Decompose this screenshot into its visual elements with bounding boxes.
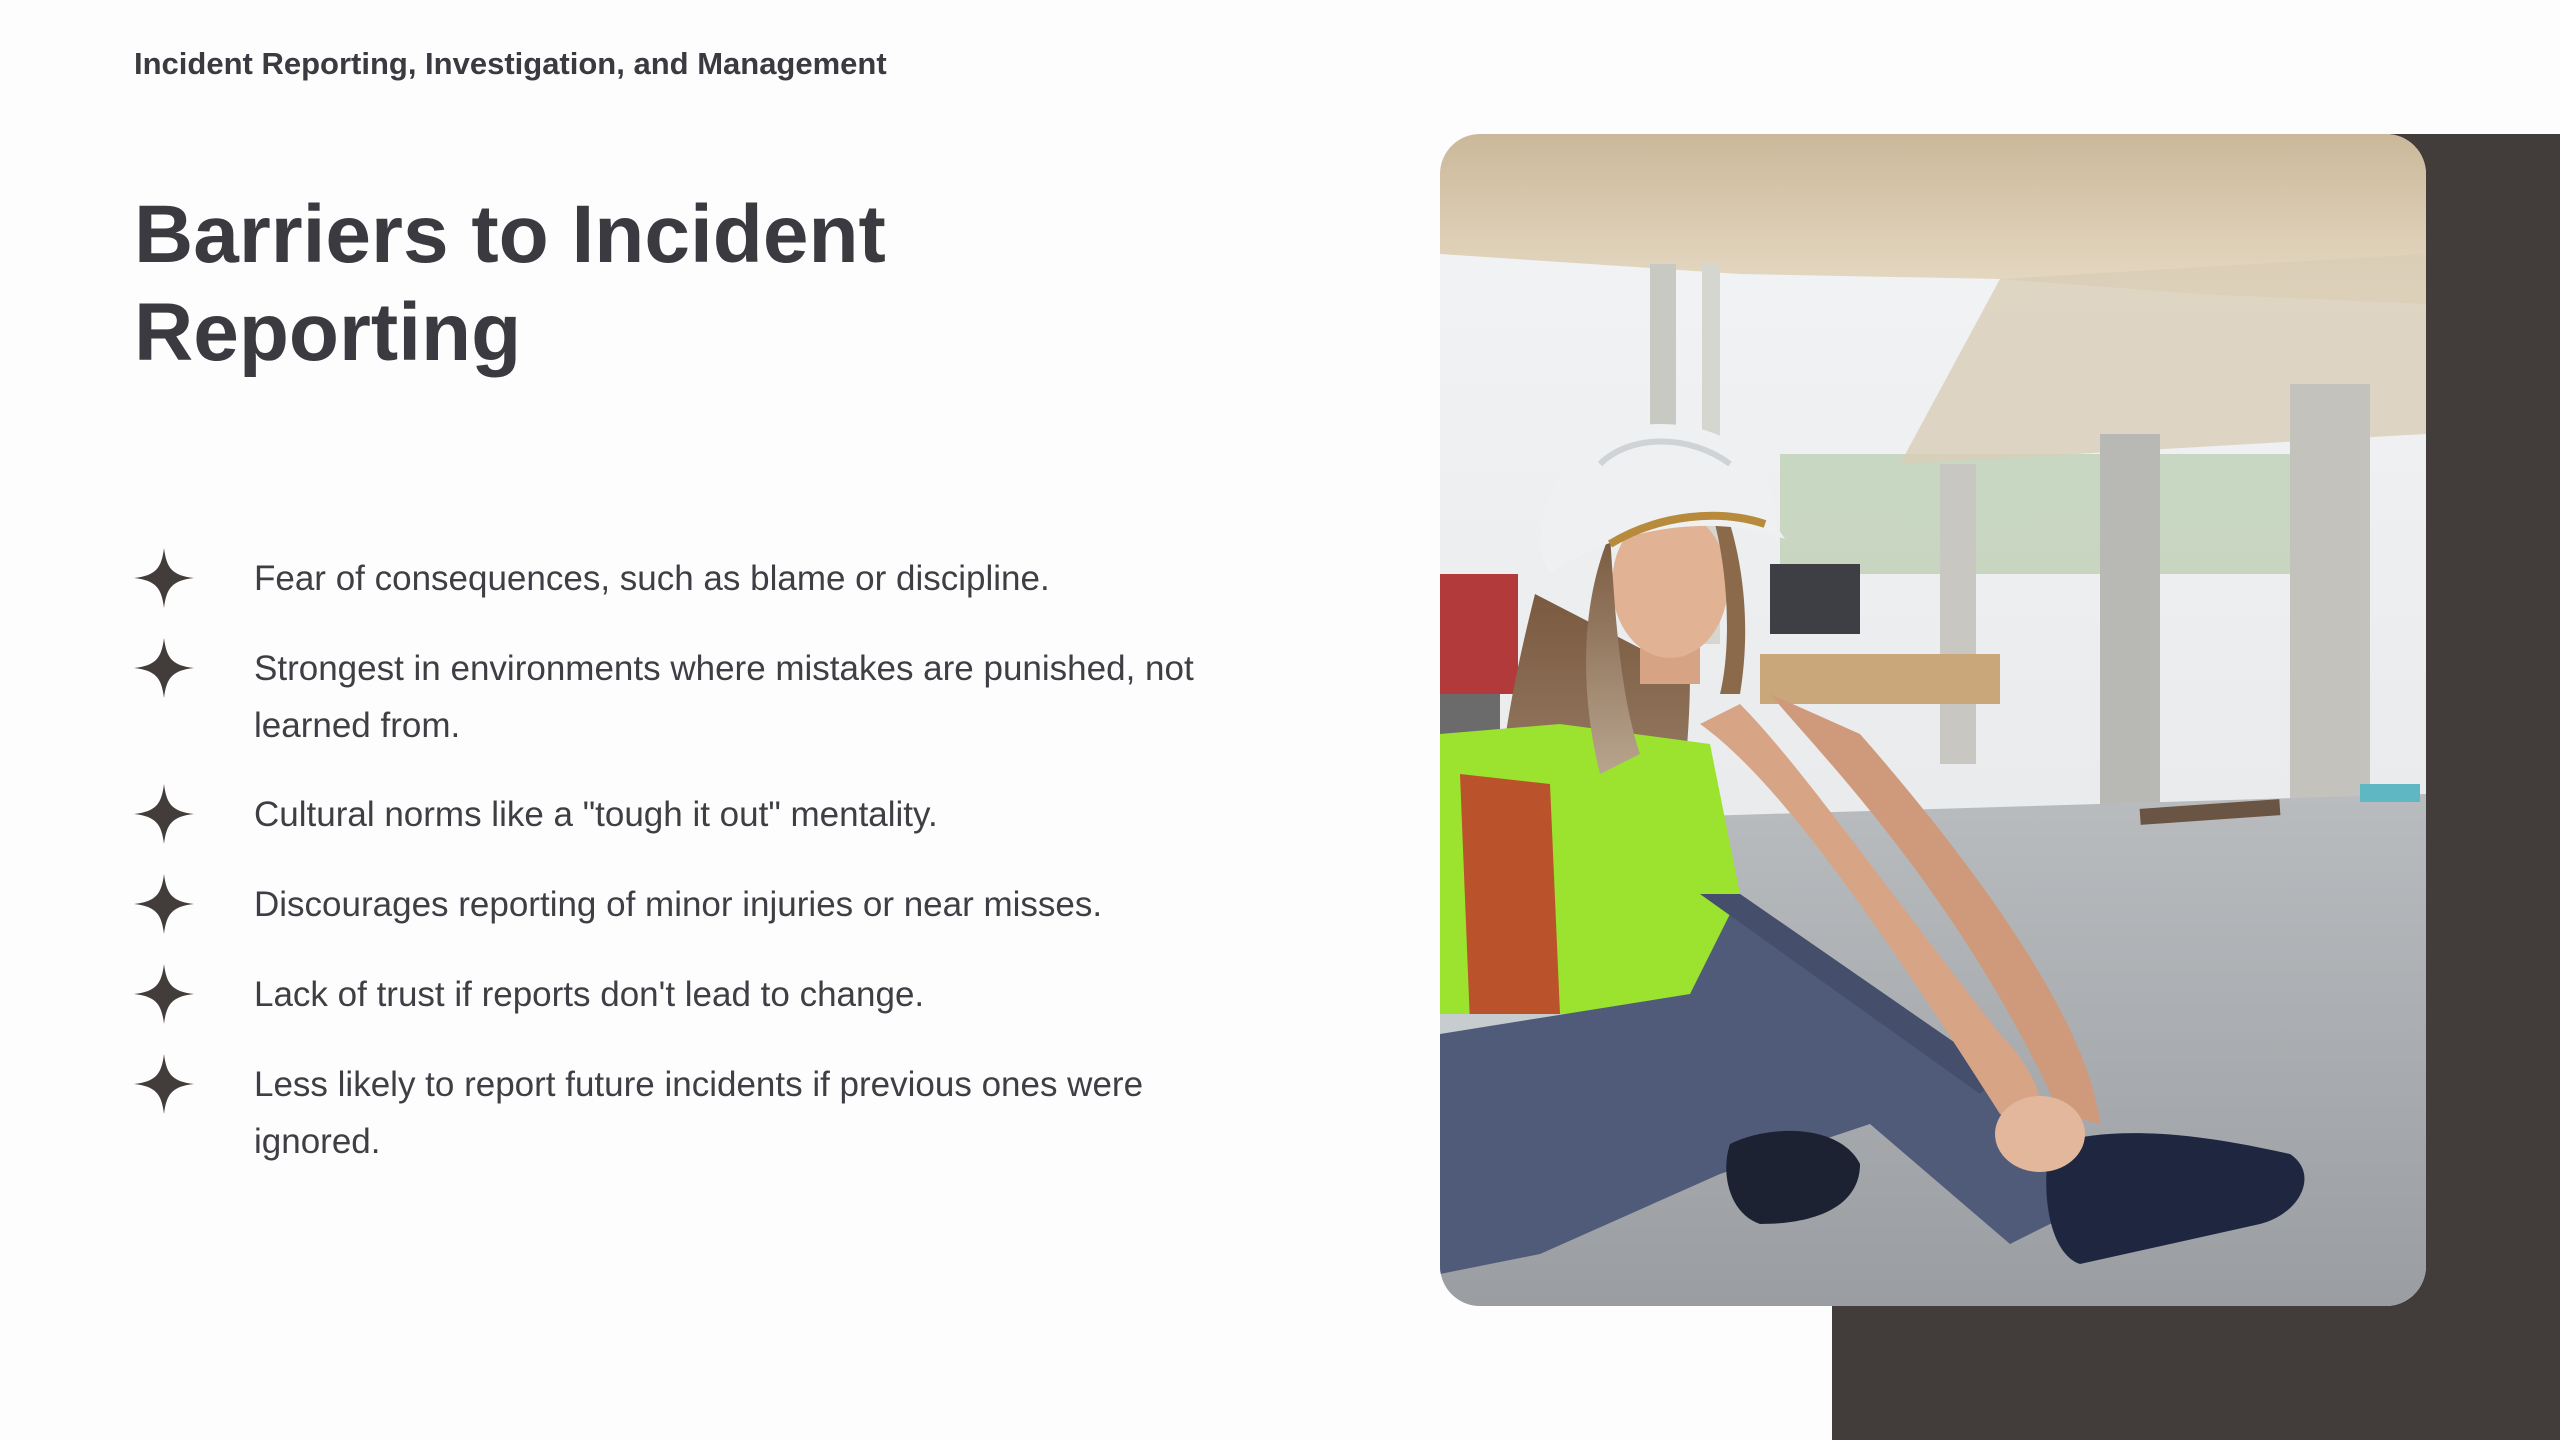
star-bullet-icon (134, 1054, 194, 1114)
course-title: Incident Reporting, Investigation, and Management (134, 46, 887, 81)
list-item (134, 1056, 1254, 1170)
bullet-text: Discourages reporting of minor injuries or near misses. (254, 885, 1103, 924)
list-item (134, 966, 1254, 1024)
bullet-list (134, 550, 1254, 1202)
injured-worker-photo (1440, 134, 2426, 1306)
list-item (134, 550, 1254, 608)
bullet-text: Less likely to report future incidents if previous ones were ignored. (254, 1065, 1144, 1161)
list-item (134, 640, 1254, 754)
bullet-text: Strongest in environments where mistakes are punished, not learned from. (254, 649, 1194, 745)
bullet-text: Lack of trust if reports don't lead to change. (254, 975, 925, 1014)
star-bullet-icon (134, 784, 194, 844)
star-bullet-icon (134, 874, 194, 934)
list-item (134, 786, 1254, 844)
bullet-text: Fear of consequences, such as blame or discipline. (254, 559, 1050, 598)
star-bullet-icon (134, 964, 194, 1024)
list-item (134, 876, 1254, 934)
bullet-text: Cultural norms like a "tough it out" mentality. (254, 795, 938, 834)
star-bullet-icon (134, 548, 194, 608)
slide-title: Barriers to Incident Reporting (134, 189, 886, 378)
star-bullet-icon (134, 638, 194, 698)
